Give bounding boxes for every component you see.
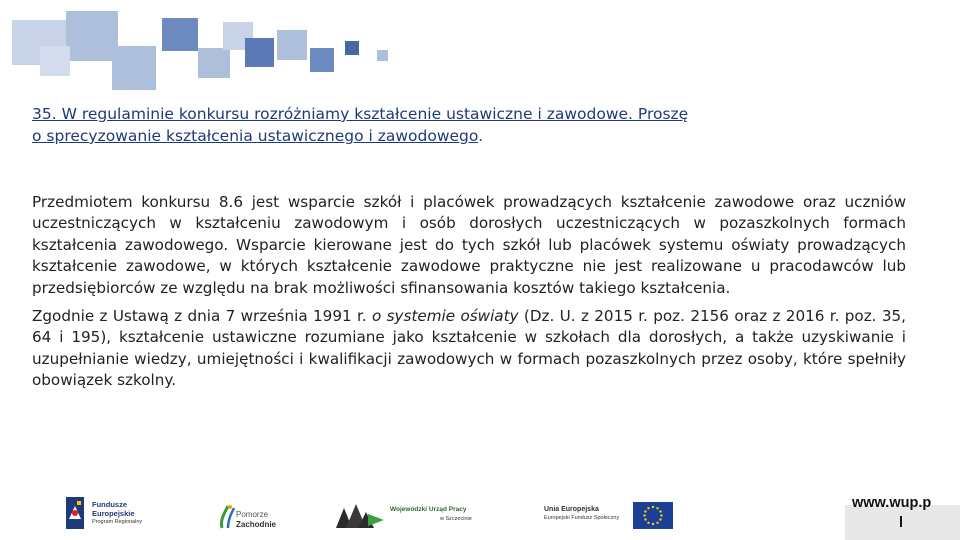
question-line-1: 35. W regulaminie konkursu rozróżniamy kształcenie ustawiczne i zawodowe. Proszę xyxy=(32,105,689,123)
wup-logo-text: Wojewódzki Urząd Pracy xyxy=(390,506,467,513)
fundusze-europejskie-icon xyxy=(66,497,84,529)
answer-paragraph-1: Przedmiotem konkursu 8.6 jest wsparcie szkół i placówek prowadzących kształcenie zawodowe oraz uczniów uczestniczących w kształceniu zawodowym i osób dorosłych uczestniczących w pozaszkolnych formach kształcenia zawodowego. Wsparcie kierowane jest do tych szkół lub placówek systemu oświaty prowadzących kształcenie zawodowe, w których kształcenie zawodowe praktyczne nie jest realizowane u pracodawców lub przedsiębiorców ze względu na brak możliwości sfinansowania kosztów takiego kształcenia. xyxy=(32,193,906,297)
pomorze-line-2: Zachodnie xyxy=(236,520,277,529)
decor-square xyxy=(66,11,118,61)
paragraph-2-before: Zgodnie z Ustawą z dnia 7 września 1991 r. xyxy=(32,307,373,326)
question-line-2: o sprecyzowanie kształcenia ustawicznego i zawodowego xyxy=(32,127,479,145)
question-heading xyxy=(32,103,912,147)
decor-square xyxy=(112,46,156,90)
answer-body xyxy=(32,192,906,399)
fundusze-line-2: Europejskie xyxy=(92,509,135,518)
paragraph-2-italic: o systemie oświaty xyxy=(372,307,519,326)
wup-icon xyxy=(334,500,386,530)
paragraph-2-after: (Dz. U. z 2015 r. poz. 2156 oraz z 2016 r. poz. 35, 64 i 195), kształcenie ustawiczne rozumiane jako kształcenie w szkołach dla dorosłych, a także uzyskiwanie i uzupełnianie wiedzy, umiejętności i kwalifikacji zawodowych w formach pozaszkolnych przez osoby, które spełniły obowiązek szkolny. xyxy=(32,307,907,390)
decor-square xyxy=(40,46,70,76)
fundusze-line-3: Program Regionalny xyxy=(92,519,143,525)
pomorze-logo-text xyxy=(236,510,276,530)
fundusze-logo-text xyxy=(92,500,142,527)
ue-logo-text xyxy=(544,505,619,523)
question-end: . xyxy=(478,127,484,145)
ue-line-2: Europejski Fundusz Społeczny xyxy=(544,515,620,521)
ue-line-1: Unia Europejska xyxy=(544,506,599,513)
fundusze-line-1: Fundusze xyxy=(92,500,127,509)
website-url[interactable]: www.wup.p xyxy=(852,495,932,511)
decor-square xyxy=(377,50,388,61)
eu-flag-icon xyxy=(633,502,673,529)
decor-square xyxy=(245,38,274,67)
pomorze-line-1: Pomorze xyxy=(236,510,269,519)
decor-square xyxy=(277,30,307,60)
decor-square xyxy=(310,48,334,72)
decor-square xyxy=(345,41,359,55)
decor-square xyxy=(162,18,198,51)
answer-paragraph-2 xyxy=(32,306,906,392)
wup-logo-subtext: w Szczecinie xyxy=(440,516,472,522)
pomorze-zachodnie-icon xyxy=(216,502,236,530)
website-url-tail[interactable]: l xyxy=(899,515,904,531)
decor-square xyxy=(198,48,230,78)
